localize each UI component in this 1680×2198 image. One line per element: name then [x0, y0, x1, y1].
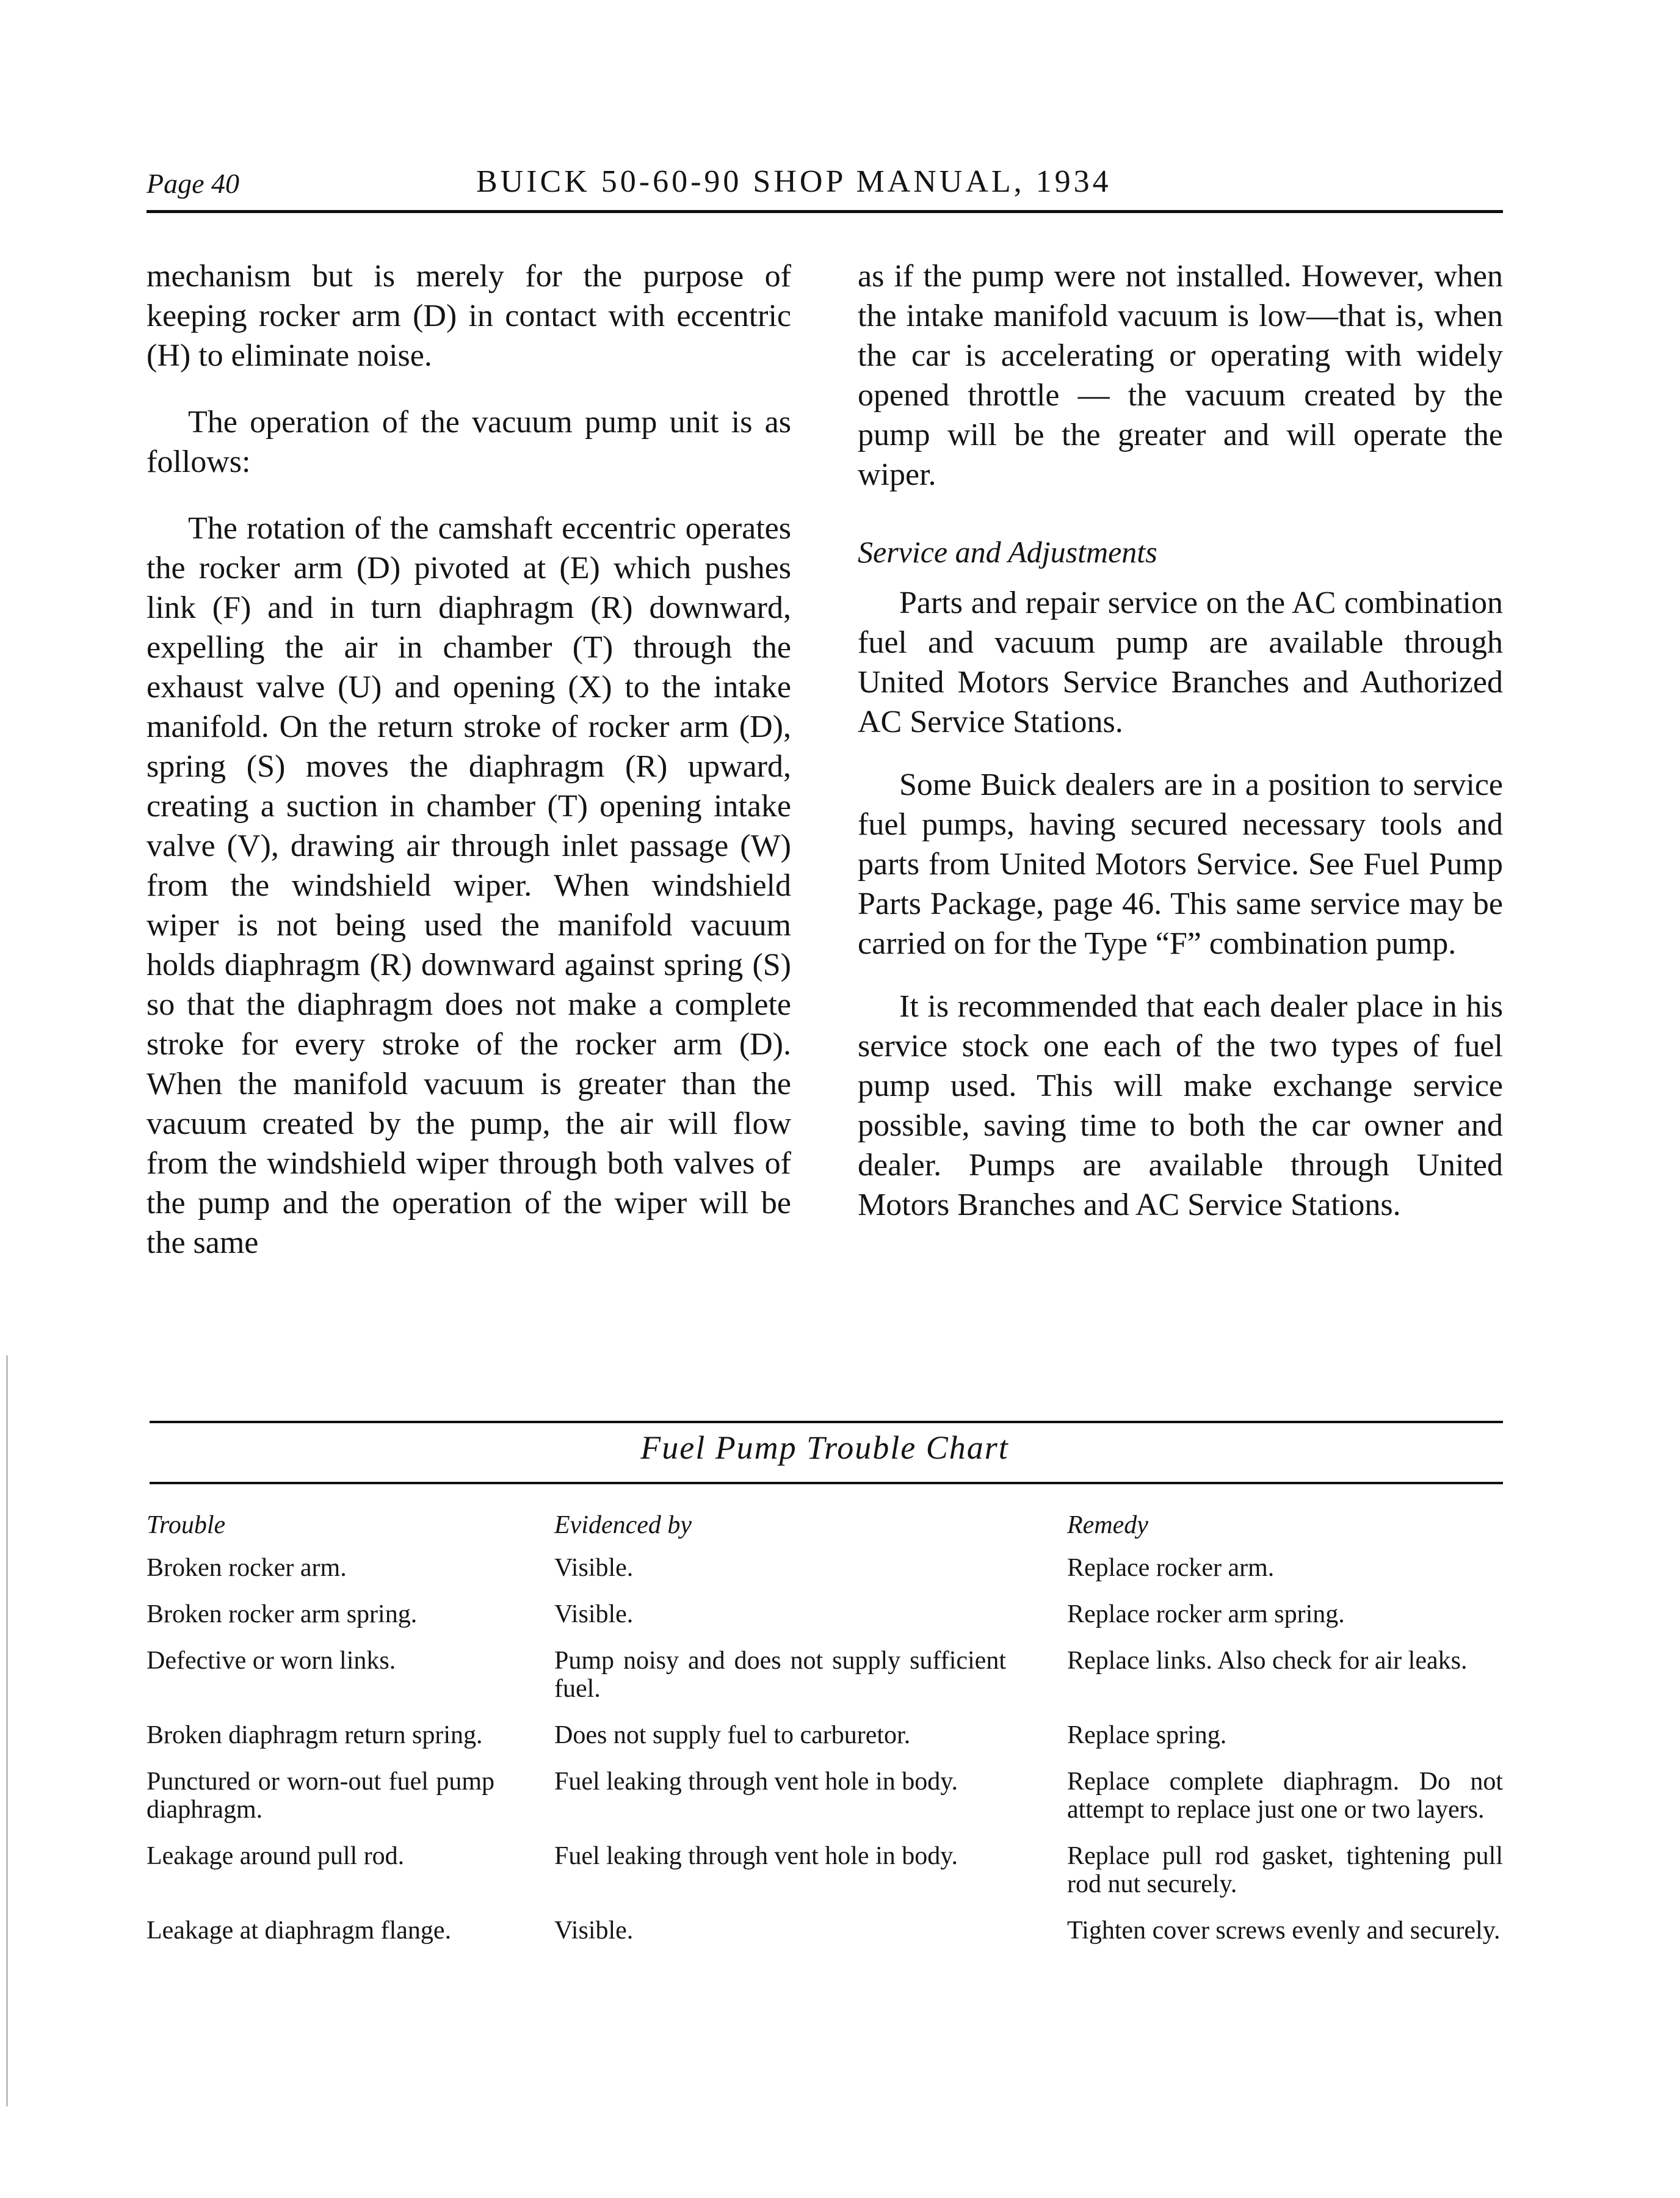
left-column: [147, 256, 791, 1280]
trouble-cell: Broken diaphragm return spring.: [147, 1721, 483, 1749]
evidenced-cell: Visible.: [554, 1600, 634, 1628]
scan-edge-mark: [6, 1355, 8, 2106]
evidenced-cell: Fuel leaking through vent hole in body.: [554, 1768, 958, 1796]
table-row: [147, 1600, 1503, 1628]
remedy-cell: Replace rocker arm spring.: [1067, 1600, 1345, 1628]
body-paragraph: It is recommended that each dealer place in his service stock one each of the two types of fuel pump used. This will make exchange service possible, saving time to both the car owner and dealer. Pumps are available through United Motors Branches and AC Service Stations.: [858, 989, 1503, 1222]
column-header-trouble: Trouble: [147, 1511, 226, 1539]
chart-bottom-rule: [150, 1482, 1503, 1484]
page-number: Page 40: [147, 168, 240, 199]
table-row: [147, 1721, 1503, 1749]
evidenced-cell: Pump noisy and does not supply sufficient fuel.: [554, 1647, 1006, 1703]
header-rule: [147, 210, 1503, 213]
chart-title: Fuel Pump Trouble Chart: [640, 1429, 1009, 1466]
column-header-remedy: Remedy: [1067, 1511, 1148, 1539]
evidenced-cell: Visible.: [554, 1554, 634, 1582]
body-paragraph: mechanism but is merely for the purpose of keeping rocker arm (D) in contact with eccentric (H) to eliminate noise.: [147, 259, 791, 373]
body-paragraph: Some Buick dealers are in a position to service fuel pumps, having secured necessary tools and parts from United Motors Service. See Fuel Pump Parts Package, page 46. This same service may be carried on for the Type “F” combination pump.: [858, 767, 1503, 961]
section-heading: Service and Adjustments: [858, 535, 1157, 569]
body-paragraph: Parts and repair service on the AC combination fuel and vacuum pump are available through United Motors Service Branches and Authorized AC Service Stations.: [858, 586, 1503, 739]
book-title: BUICK 50-60-90 SHOP MANUAL, 1934: [476, 164, 1112, 199]
evidenced-cell: Does not supply fuel to carburetor.: [554, 1721, 911, 1749]
remedy-cell: Replace pull rod gasket, tightening pull rod nut securely.: [1067, 1842, 1503, 1898]
remedy-cell: Replace complete diaphragm. Do not attempt to replace just one or two layers.: [1067, 1768, 1503, 1824]
remedy-cell: Replace links. Also check for air leaks.: [1067, 1647, 1468, 1675]
table-row: [147, 1647, 1503, 1703]
trouble-cell: Defective or worn links.: [147, 1647, 396, 1675]
evidenced-cell: Fuel leaking through vent hole in body.: [554, 1842, 958, 1870]
column-header-evidenced-by: Evidenced by: [554, 1511, 692, 1539]
continuation-paragraph: as if the pump were not installed. However, when the intake manifold vacuum is low—that is, when the car is accelerating or operating with widely opened throttle — the vacuum created by the pump will be the greater and will operate the wiper.: [858, 259, 1503, 492]
right-column: [858, 256, 1503, 1242]
chart-top-rule: [150, 1421, 1503, 1423]
trouble-cell: Punctured or worn-out fuel pump diaphragm.: [147, 1768, 494, 1824]
running-head: [147, 164, 1503, 206]
trouble-cell: Broken rocker arm.: [147, 1554, 347, 1582]
chart-header-row: [147, 1511, 1503, 1539]
trouble-cell: Leakage at diaphragm flange.: [147, 1917, 452, 1945]
remedy-cell: Replace rocker arm.: [1067, 1554, 1275, 1582]
remedy-cell: Replace spring.: [1067, 1721, 1227, 1749]
trouble-cell: Broken rocker arm spring.: [147, 1600, 418, 1628]
table-row: [147, 1768, 1503, 1824]
table-row: [147, 1842, 1503, 1898]
table-row: [147, 1554, 1503, 1582]
evidenced-cell: Visible.: [554, 1917, 634, 1945]
body-paragraph: The operation of the vacuum pump unit is as follows:: [147, 405, 791, 479]
body-paragraph: The rotation of the camshaft eccentric operates the rocker arm (D) pivoted at (E) which pushes link (F) and in turn diaphragm (R) downward, expelling the air in chamber (T) through the exhaust valve (U) and opening (X) to the intake manifold. On the return stroke of rocker arm (D), spring (S) moves the diaphragm (R) upward, creating a suction in chamber (T) opening intake valve (V), drawing air through inlet passage (W) from the windshield wiper. When windshield wiper is not being used the manifold vacuum holds diaphragm (R) downward against spring (S) so that the diaphragm does not make a complete stroke for every stroke of the rocker arm (D). When the manifold vacuum is greater than the vacuum created by the pump, the air will flow from the windshield wiper through both valves of the pump and the operation of the wiper will be the same: [147, 511, 791, 1260]
trouble-cell: Leakage around pull rod.: [147, 1842, 405, 1870]
trouble-chart-table: [147, 1511, 1503, 1945]
table-row: [147, 1917, 1503, 1945]
remedy-cell: Tighten cover screws evenly and securely.: [1067, 1917, 1501, 1945]
